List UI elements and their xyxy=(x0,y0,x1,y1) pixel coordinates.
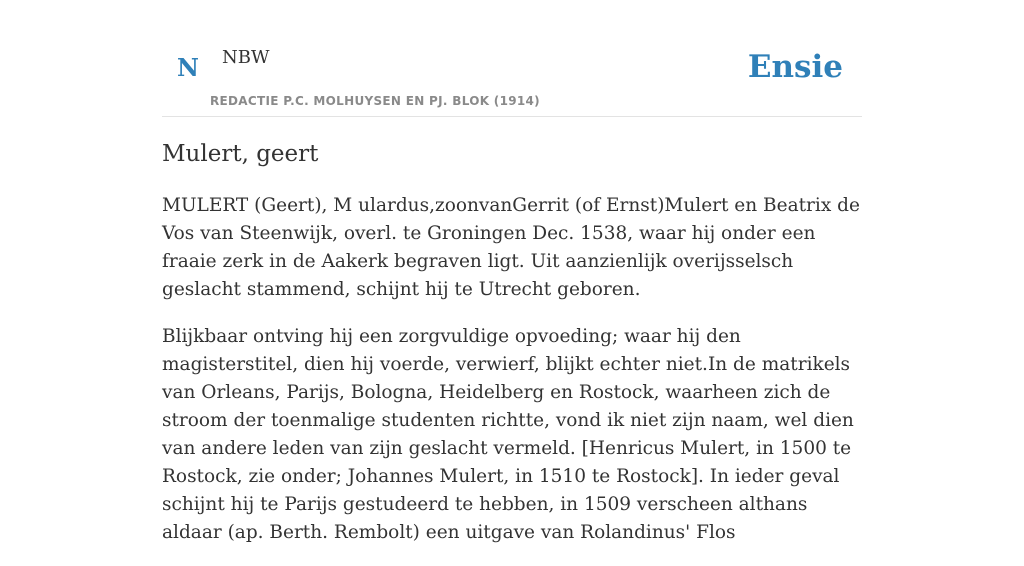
source-credit: REDACTIE P.C. MOLHUYSEN EN PJ. BLOK (1914) xyxy=(210,94,540,108)
header xyxy=(162,0,862,117)
article-paragraph: Blijkbaar ontving hij een zorgvuldige opvoeding; waar hij den magisterstitel, dien hij voerde, verwierf, blijkt echter niet.In de matrikels van Orleans, Parijs, Bologna, Heidelberg en Rostock, waarheen zich de stroom der toenmalige studenten richtte, vond ik niet zijn naam, wel dien van andere leden van zijn geslacht vermeld. [Henricus Mulert, in 1500 te Rostock, zie onder; Johannes Mulert, in 1510 te Rostock]. In ieder geval schijnt hij te Parijs gestudeerd te hebben, in 1509 verscheen althans aldaar (ap. Berth. Rembolt) een uitgave van Rolandinus' Flos xyxy=(162,326,854,543)
article-paragraph: MULERT (Geert), M ulardus,zoonvanGerrit (of Ernst)Mulert en Beatrix de Vos van Steenwijk, overl. te Groningen Dec. 1538, waar hij onder een fraaie zerk in de Aakerk begraven ligt. Uit aanzienlijk overijsselsch geslacht stammend, schijnt hij te Utrecht geboren. xyxy=(162,195,860,300)
article-title: Mulert, geert xyxy=(162,141,319,167)
brand-logo[interactable]: Ensie xyxy=(747,49,843,85)
source-logo[interactable]: N xyxy=(177,53,199,82)
article-body xyxy=(162,192,862,566)
source-name[interactable]: NBW xyxy=(222,47,270,68)
